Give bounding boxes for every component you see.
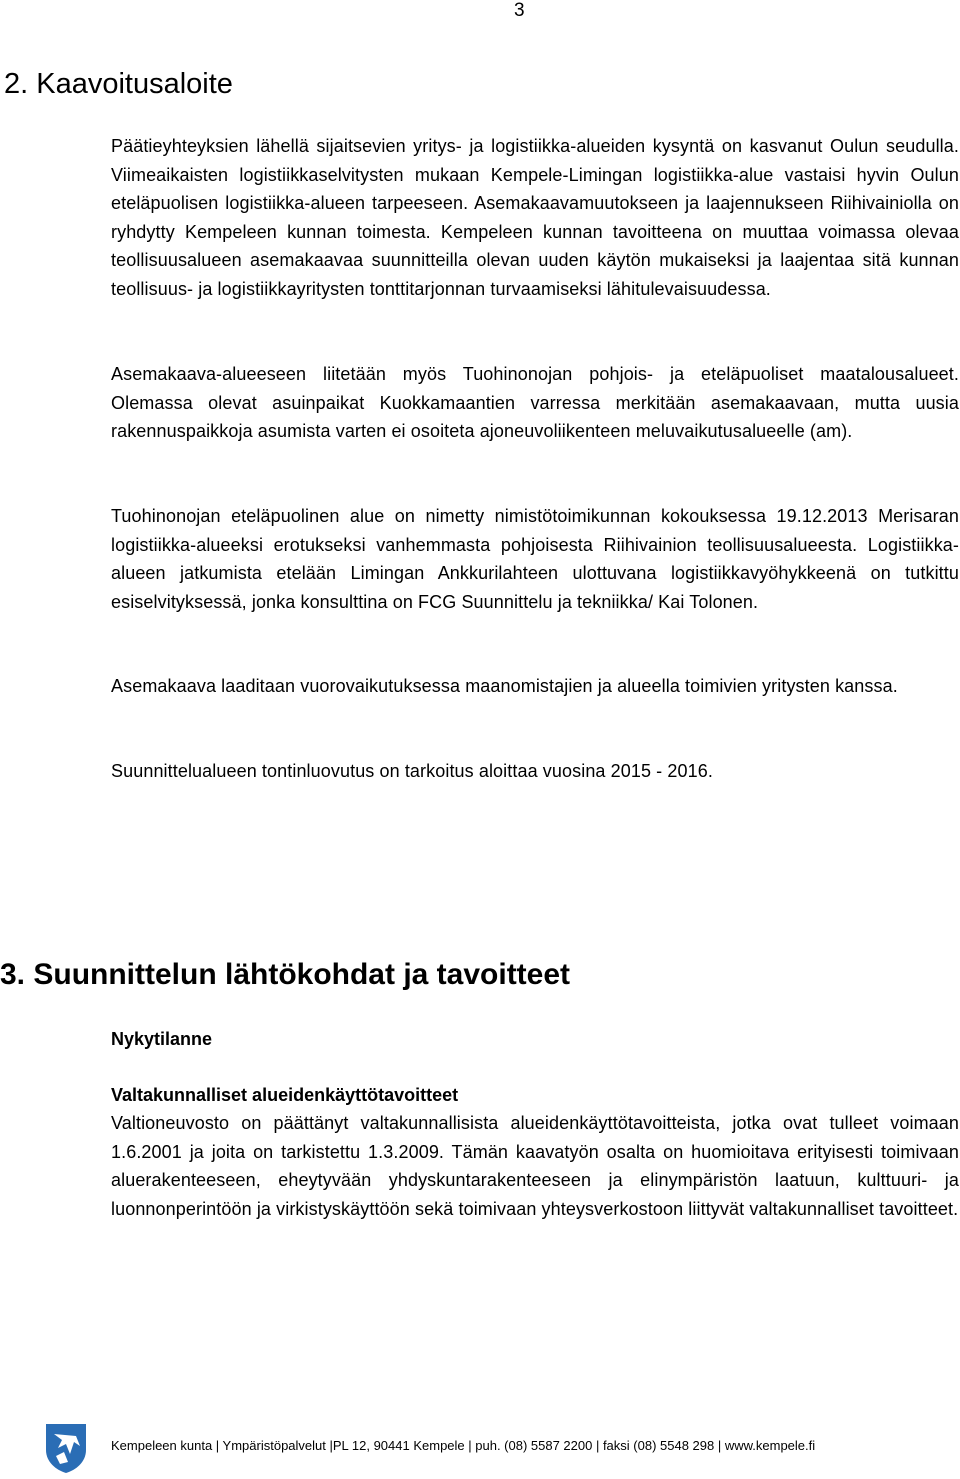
- section-2-heading: 2. Kaavoitusaloite: [4, 68, 233, 100]
- section-2-paragraph-3: Tuohinonojan eteläpuolinen alue on nimetty nimistötoimikunnan kokouksessa 19.12.2013 Merisaran logistiikka-alueeksi erotukseksi vanhemmasta pohjoisesta Riihivainion teollisuusalueesta. Logistiikka-alueen jatkumista etelään Limingan Ankkurilahteen ulottuvana logistiikkavyöhykkeenä on tutkittu esiselvityksessä, jonka konsulttina on FCG Suunnittelu ja tekniikka/ Kai Tolonen.: [111, 506, 959, 612]
- section-2-paragraph-2: Asemakaava-alueeseen liitetään myös Tuohinonojan pohjois- ja eteläpuoliset maatalousalueet. Olemassa olevat asuinpaikat Kuokkamaantien varressa merkitään asemakaavaan, mutta uusia rakennuspaikkoja asumista varten ei osoiteta ajoneuvoliikenteen meluvaikutusalueelle (am).: [111, 364, 959, 442]
- section-2-paragraph-1: Päätieyhteyksien lähellä sijaitsevien yritys- ja logistiikka-alueiden kysyntä on kasvanut Oulun seudulla. Viimeaikaisten logistiikkaselvitysten mukaan Kempele-Limingan logistiikka-alue vastaisi hyvin Oulun eteläpuolisen logistiikka-alueen tarpeeseen. Asemakaavamuutokseen ja laajennukseen Riihivainiolla on ryhdytty Kempeleen kunnan toimesta. Kempeleen kunnan tavoitteena on muuttaa voimassa olevaa teollisuusalueen asemakaavaa suunnitteilla olevan uuden käytön mukaiseksi ja laajentaa sitä kunnan teollisuus- ja logistiikkayritysten tonttitarjonnan turvaamiseksi lähitulevaisuudessa.: [111, 136, 959, 299]
- footer-contact-info: Kempeleen kunta | Ympäristöpalvelut |PL 12, 90441 Kempele | puh. (08) 5587 2200 | faksi (08) 5548 298 | www.kempele.fi: [111, 1438, 816, 1453]
- subheading-alueidenkayttotavoitteet: Valtakunnalliset alueidenkäyttötavoitteet: [111, 1085, 459, 1105]
- section-2-paragraph-4: Asemakaava laaditaan vuorovaikutuksessa maanomistajien ja alueella toimivien yritysten kanssa.: [111, 676, 898, 696]
- section-3-heading: 3. Suunnittelun lähtökohdat ja tavoitteet: [0, 958, 571, 991]
- section-3-paragraph: Valtioneuvosto on päättänyt valtakunnallisista alueidenkäyttötavoitteista, jotka ovat tulleet voimaan 1.6.2001 ja joita on tarkistettu 1.3.2009. Tämän kaavatyön osalta on huomioitava erityisesti toimivaan aluerakenteeseen, eheytyvään yhdyskuntarakenteeseen ja elinympäristön laatuun, kulttuuri- ja luonnonperintöön ja virkistyskäyttöön sekä toimivaan yhteysverkostoon liittyvät valtakunnalliset tavoitteet.: [111, 1113, 959, 1219]
- page-footer: [0, 1420, 960, 1476]
- section-2-paragraph-5: Suunnittelualueen tontinluovutus on tarkoitus aloittaa vuosina 2015 - 2016.: [111, 761, 713, 781]
- subheading-nykytilanne: Nykytilanne: [111, 1029, 213, 1049]
- municipal-crest-icon: [44, 1422, 88, 1474]
- page-number: 3: [514, 0, 525, 21]
